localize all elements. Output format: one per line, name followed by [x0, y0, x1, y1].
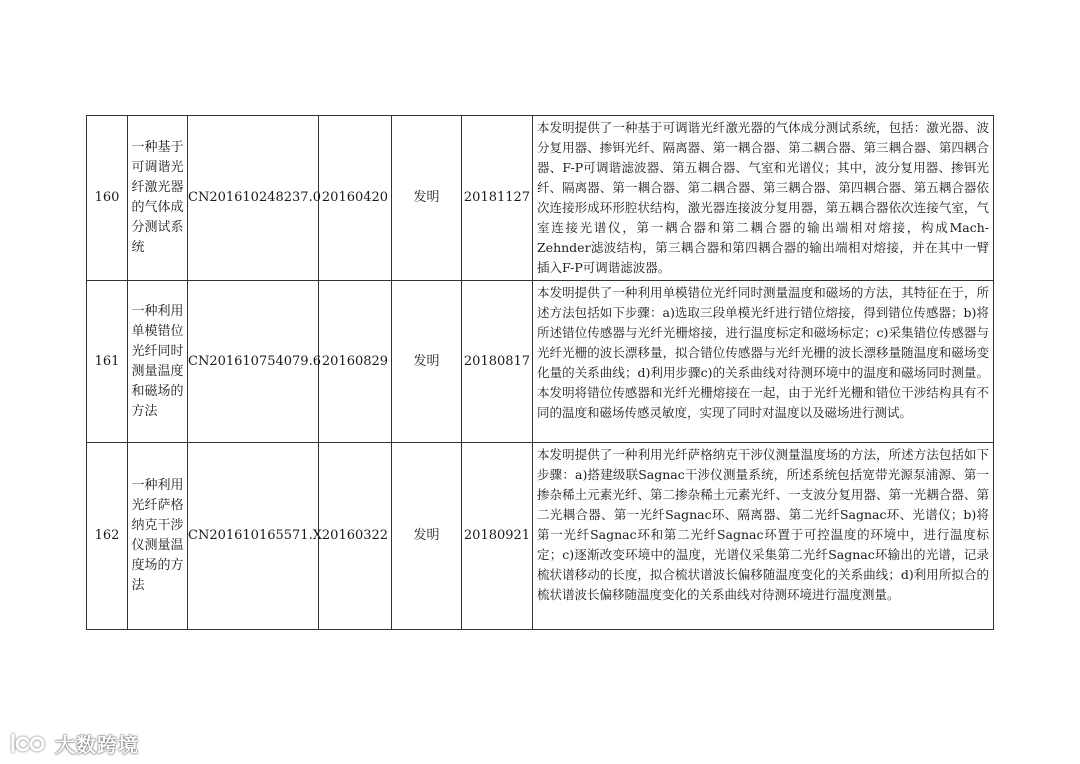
patent-title: 一种利用光纤萨格纳克干涉仪测量温度场的方法 [131, 478, 184, 593]
row-index: 160 [87, 116, 128, 281]
patent-type: 发明 [392, 281, 462, 443]
patent-title-cell [128, 116, 188, 281]
patent-type: 发明 [392, 443, 462, 630]
publication-date: 20180921 [462, 443, 533, 630]
application-date: 20160322 [319, 443, 392, 630]
application-date: 20160420 [319, 116, 392, 281]
row-index: 161 [87, 281, 128, 443]
patent-abstract: 本发明提供了一种利用光纤萨格纳克干涉仪测量温度场的方法，所述方法包括如下步骤：a)搭建级联Sagnac干涉仪测量系统，所述系统包括宽带光源泵浦源、第一掺杂稀土元素光纤、第二掺杂稀土元素光纤、一支波分复用器、第一光耦合器、第二光耦合器、第一光纤Sagnac环、隔离器、第二光纤Sagnac环、光谱仪；b)将第一光纤Sagnac环和第二光纤Sagnac环置于可控温度的环境中，进行温度标定；c)逐渐改变环境中的温度，光谱仪采集第二光纤Sagnac环输出的光谱，记录梳状谱移动的长度，拟合梳状谱波长偏移随温度变化的关系曲线；d)利用所拟合的梳状谱波长偏移随温度变化的关系曲线对待测环境进行温度测量。 [533, 443, 994, 630]
patent-abstract: 本发明提供了一种基于可调谐光纤激光器的气体成分测试系统，包括：激光器、波分复用器、掺铒光纤、隔离器、第一耦合器、第二耦合器、第三耦合器、第四耦合器、F-P可调谐滤波器、第五耦合器、气室和光谱仪；其中，波分复用器、掺铒光纤、隔离器、第一耦合器、第二耦合器、第三耦合器、第四耦合器、第五耦合器依次连接形成环形腔状结构，激光器连接波分复用器，第五耦合器依次连接气室，气室连接光谱仪，第一耦合器和第二耦合器的输出端相对熔接，构成Mach-Zehnder滤波结构，第三耦合器和第四耦合器的输出端相对熔接，并在其中一臂插入F-P可调谐滤波器。 [533, 116, 994, 281]
table-row [87, 116, 994, 281]
table-row [87, 281, 994, 443]
patent-title-cell [128, 281, 188, 443]
patent-abstract: 本发明提供了一种利用单模错位光纤同时测量温度和磁场的方法，其特征在于，所述方法包括如下步骤：a)选取三段单模光纤进行错位熔接，得到错位传感器；b)将所述错位传感器与光纤光栅熔接，进行温度标定和磁场标定；c)采集错位传感器与光纤光栅的波长漂移量，拟合错位传感器与光纤光栅的波长漂移量随温度和磁场变化量的关系曲线；d)利用步骤c)的关系曲线对待测环境中的温度和磁场同时测量。本发明将错位传感器和光纤光栅熔接在一起，由于光纤光栅和错位干涉结构具有不同的温度和磁场传感灵敏度，实现了同时对温度以及磁场进行测试。 [533, 281, 994, 443]
application-date: 20160829 [319, 281, 392, 443]
table-row [87, 443, 994, 630]
application-number: CN201610248237.0 [188, 116, 319, 281]
watermark [9, 729, 139, 757]
publication-date: 20181127 [462, 116, 533, 281]
publication-date: 20180817 [462, 281, 533, 443]
patent-type: 发明 [392, 116, 462, 281]
patent-table [86, 115, 994, 630]
watermark-text: 大数跨境 [55, 732, 139, 757]
brand-logo-icon [9, 731, 49, 755]
application-number: CN201610754079.6 [188, 281, 319, 443]
row-index: 162 [87, 443, 128, 630]
patent-title: 一种基于可调谐光纤激光器的气体成分测试系统 [131, 140, 184, 255]
patent-title-cell [128, 443, 188, 630]
application-number: CN201610165571.X [188, 443, 319, 630]
patent-title: 一种利用单模错位光纤同时测量温度和磁场的方法 [131, 303, 184, 419]
